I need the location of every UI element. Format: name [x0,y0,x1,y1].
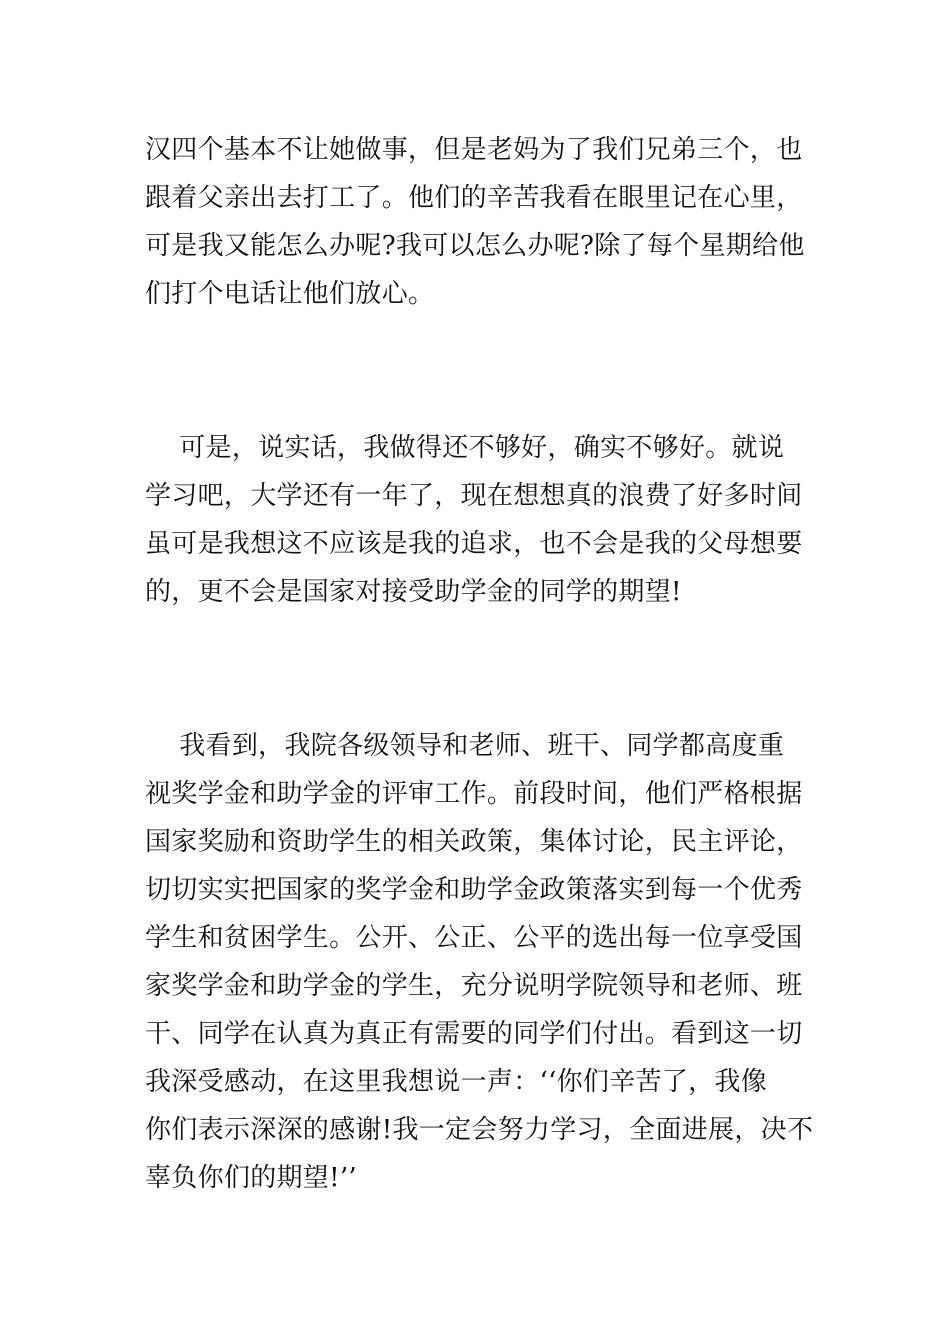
text-line: 切切实实把国家的奖学金和助学金政策落实到每一个优秀 [145,875,803,905]
text-line: 干、同学在认真为真正有需要的同学们付出。看到这一切 [145,1019,803,1049]
text-line: 们打个电话让他们放心。 [145,279,435,309]
text-line: 汉四个基本不让她做事，但是老妈为了我们兄弟三个，也 [145,135,803,165]
text-line: 辜负你们的期望!’’ [145,1163,357,1193]
text-line: 学生和贫困学生。公开、公正、公平的选出每一位享受国 [145,923,803,953]
text-line: 虽可是我想这不应该是我的追求，也不会是我的父母想要 [145,529,803,559]
paragraph-3 [145,722,815,1202]
paragraph-1 [145,126,815,318]
paragraph-2 [145,424,815,616]
text-line: 国家奖励和资助学生的相关政策，集体讨论，民主评论， [145,827,803,857]
text-line: 可是，说实话，我做得还不够好，确实不够好。就说 [145,433,785,463]
text-line: 我深受感动，在这里我想说一声：‘‘你们辛苦了，我像 [145,1067,768,1097]
text-line: 家奖学金和助学金的学生，充分说明学院领导和老师、班 [145,971,803,1001]
text-line: 的，更不会是国家对接受助学金的同学的期望! [145,577,682,607]
text-line: 我看到，我院各级领导和老师、班干、同学都高度重 [145,731,785,761]
text-line: 你们表示深深的感谢!我一定会努力学习，全面进展，决不 [145,1115,814,1145]
text-line: 可是我又能怎么办呢?我可以怎么办呢?除了每个星期给他 [145,231,805,261]
text-line: 学习吧，大学还有一年了，现在想想真的浪费了好多时间 [145,481,803,511]
text-line: 跟着父亲出去打工了。他们的辛苦我看在眼里记在心里， [145,183,803,213]
text-line: 视奖学金和助学金的评审工作。前段时间，他们严格根据 [145,779,803,809]
